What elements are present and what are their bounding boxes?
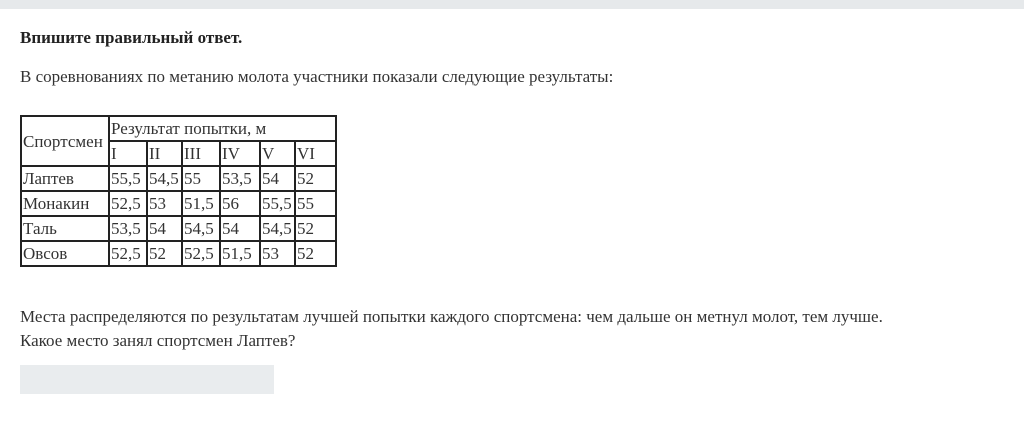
result-cell: 53 [147, 191, 182, 216]
result-cell: 52 [295, 166, 336, 191]
result-cell: 52 [295, 216, 336, 241]
top-bar [0, 0, 1024, 9]
athlete-name: Таль [21, 216, 109, 241]
header-attempt: V [260, 141, 295, 166]
result-cell: 53,5 [220, 166, 260, 191]
athlete-name: Монакин [21, 191, 109, 216]
answer-input[interactable] [20, 365, 274, 394]
table-header-row [21, 116, 336, 141]
result-cell: 53 [260, 241, 295, 266]
question-line: Места распределяются по результатам лучшей попытки каждого спортсмена: чем дальше он метнул молот, тем лучше. [20, 307, 883, 326]
result-cell: 55,5 [109, 166, 147, 191]
result-cell: 54 [260, 166, 295, 191]
header-attempt: II [147, 141, 182, 166]
athlete-name: Овсов [21, 241, 109, 266]
result-cell: 54,5 [182, 216, 220, 241]
result-cell: 54 [220, 216, 260, 241]
result-cell: 52 [295, 241, 336, 266]
result-cell: 52,5 [182, 241, 220, 266]
result-cell: 52 [147, 241, 182, 266]
result-cell: 54,5 [260, 216, 295, 241]
task-intro: В соревнованиях по метанию молота участники показали следующие результаты: [20, 67, 614, 86]
result-cell: 55 [295, 191, 336, 216]
result-cell: 52,5 [109, 191, 147, 216]
result-cell: 56 [220, 191, 260, 216]
header-athlete: Спортсмен [21, 116, 109, 166]
task-question [20, 305, 883, 353]
result-cell: 55 [182, 166, 220, 191]
result-cell: 51,5 [220, 241, 260, 266]
header-attempt: IV [220, 141, 260, 166]
header-attempt: I [109, 141, 147, 166]
table-row [21, 241, 336, 266]
result-cell: 55,5 [260, 191, 295, 216]
header-attempt: VI [295, 141, 336, 166]
result-cell: 53,5 [109, 216, 147, 241]
result-cell: 54 [147, 216, 182, 241]
header-attempt: III [182, 141, 220, 166]
header-result: Результат попытки, м [109, 116, 336, 141]
results-table [20, 115, 337, 267]
table-row [21, 216, 336, 241]
question-line: Какое место занял спортсмен Лаптев? [20, 331, 296, 350]
table-row [21, 191, 336, 216]
task-instruction: Впишите правильный ответ. [20, 28, 243, 47]
result-cell: 52,5 [109, 241, 147, 266]
athlete-name: Лаптев [21, 166, 109, 191]
table-row [21, 166, 336, 191]
result-cell: 51,5 [182, 191, 220, 216]
result-cell: 54,5 [147, 166, 182, 191]
